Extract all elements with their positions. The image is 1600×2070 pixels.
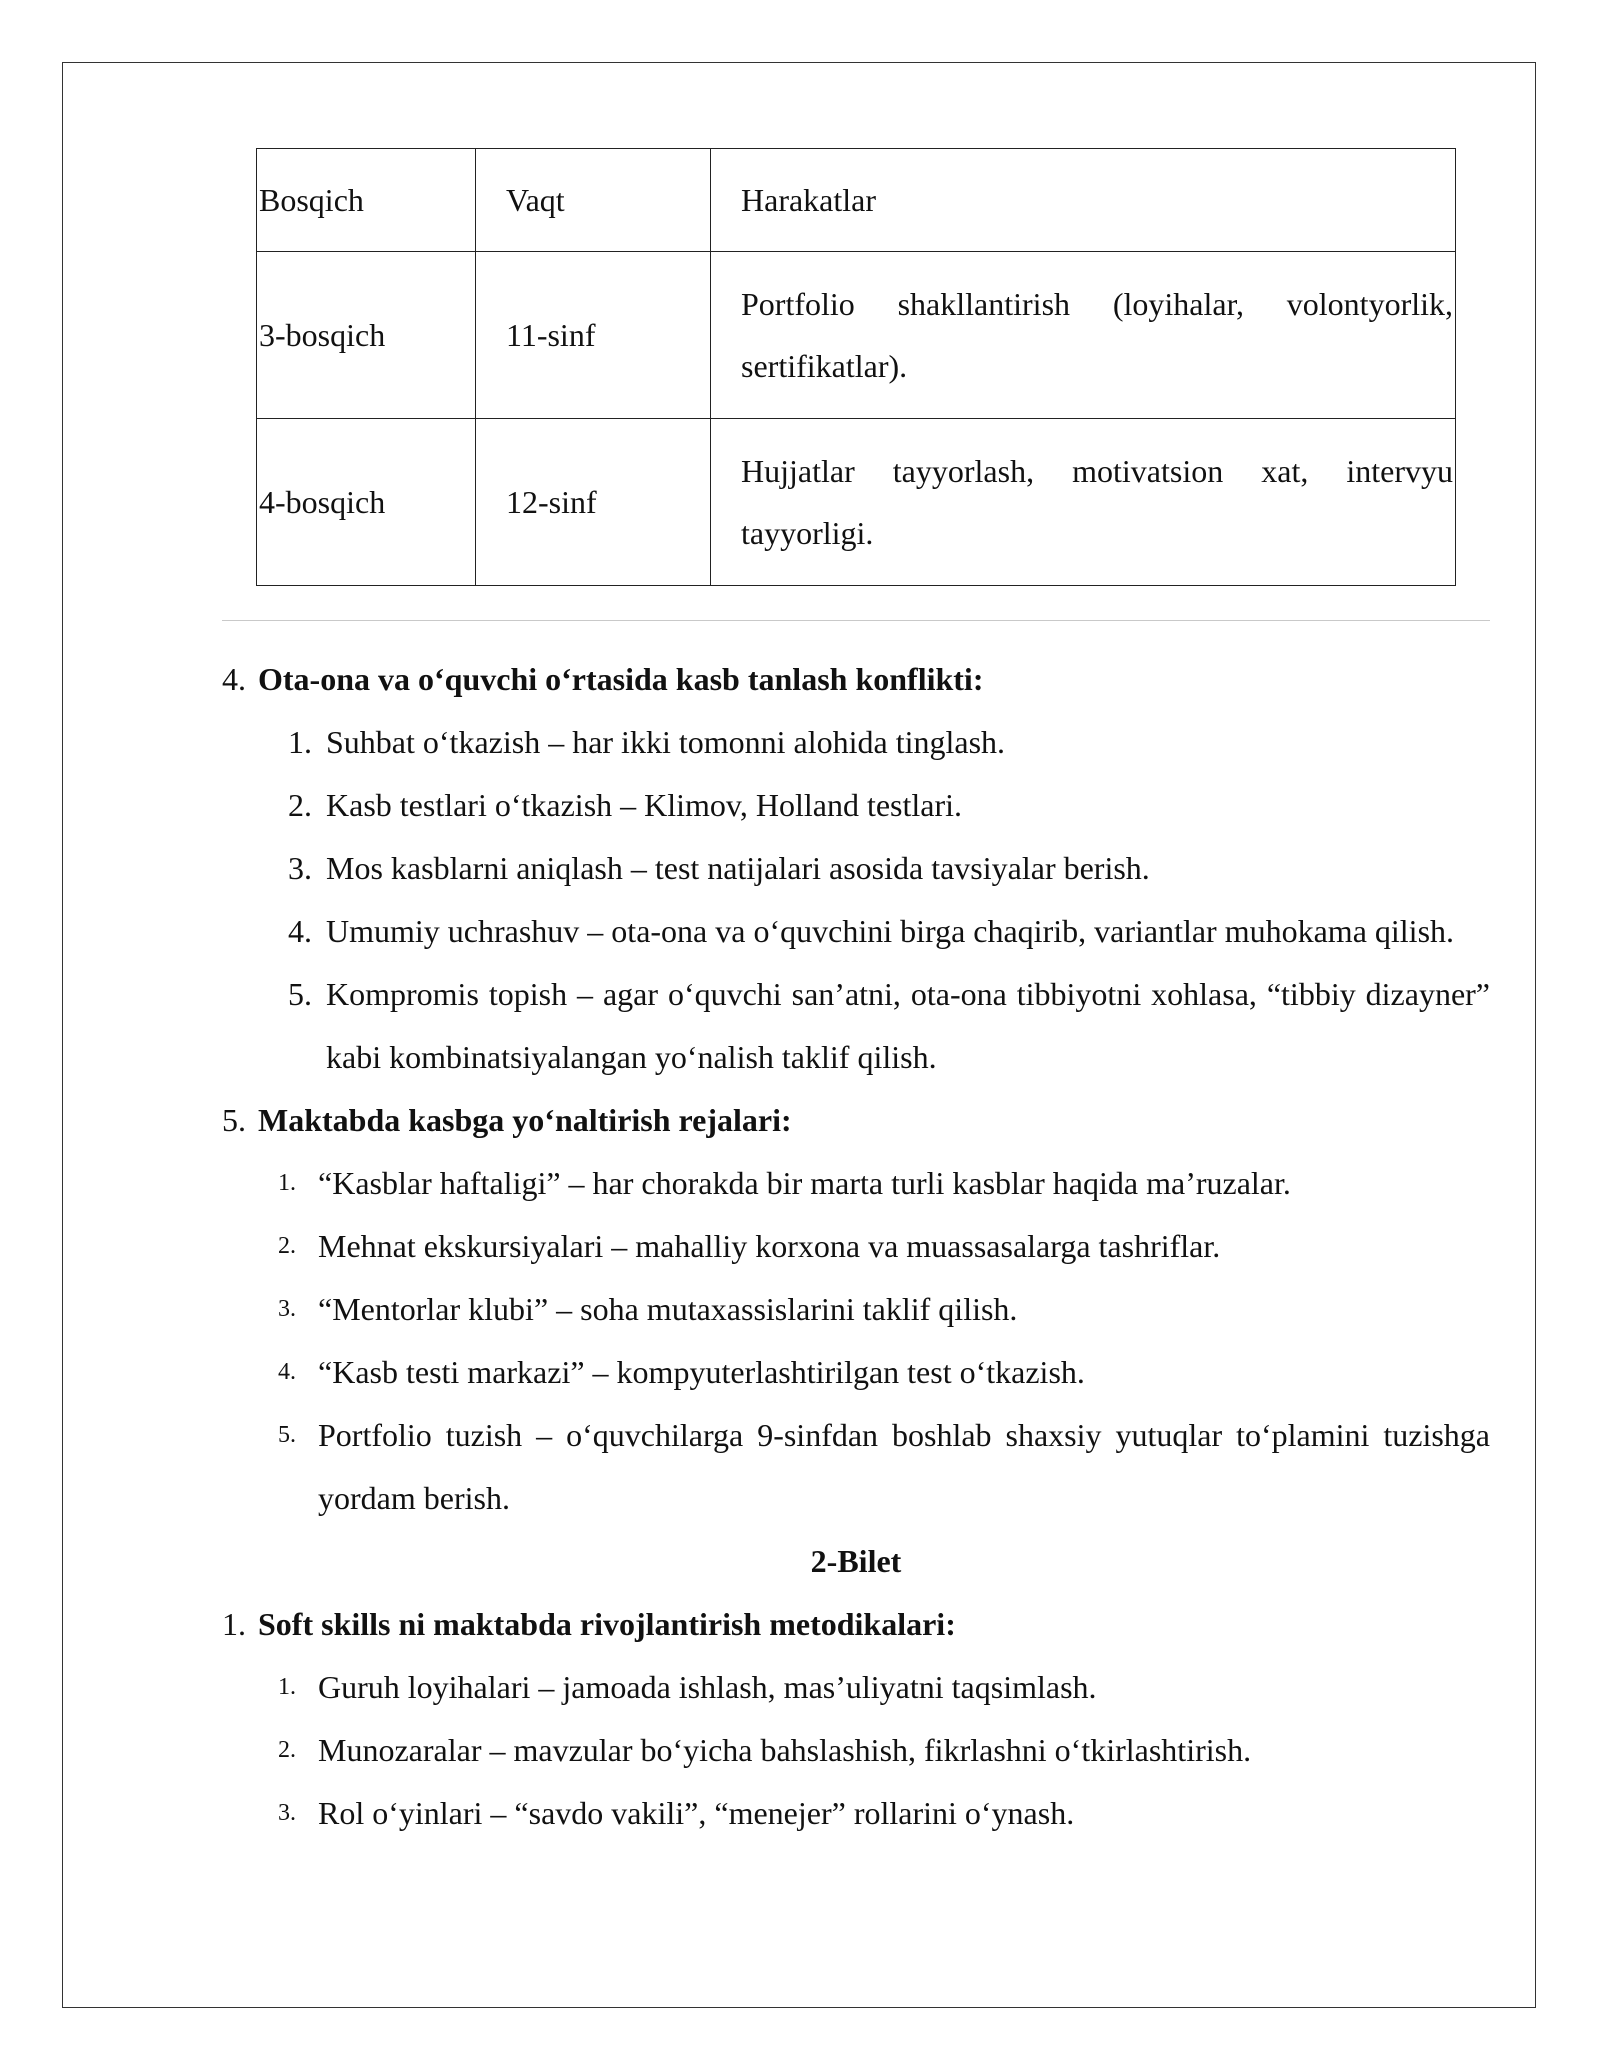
section-number: 1. (222, 1606, 246, 1642)
table-cell-actions: Portfolio shakllantirish (loyihalar, volontyorlik, sertifikatlar). (711, 252, 1456, 419)
list-number: 4. (288, 913, 312, 949)
list-item (222, 1404, 1490, 1530)
list-item (222, 1719, 1490, 1782)
list-item (222, 1278, 1490, 1341)
list-text: Mos kasblarni aniqlash – test natijalari asosida tavsiyalar berish. (326, 850, 1150, 886)
list-text: Kasb testlari o‘tkazish – Klimov, Holland testlari. (326, 787, 963, 823)
list-number: 2. (278, 1737, 296, 1763)
list-text: Guruh loyihalari – jamoada ishlash, mas’uliyatni taqsimlash. (318, 1669, 1097, 1705)
list-number: 2. (278, 1233, 296, 1259)
table-header-row (257, 149, 1456, 252)
list-item (222, 1341, 1490, 1404)
list-item (222, 711, 1490, 774)
section-heading (222, 1593, 1490, 1656)
document-body (222, 648, 1490, 1845)
list-text: “Kasb testi markazi” – kompyuterlashtirilgan test o‘tkazish. (318, 1354, 1085, 1390)
section-heading (222, 648, 1490, 711)
list-text: Rol o‘yinlari – “savdo vakili”, “menejer” rollarini o‘ynash. (318, 1795, 1075, 1831)
ticket-title: 2-Bilet (810, 1543, 902, 1579)
list-item (222, 1215, 1490, 1278)
list-number: 5. (288, 976, 312, 1012)
table-header-time: Vaqt (476, 149, 711, 252)
list-text: “Kasblar haftaligi” – har chorakda bir marta turli kasblar haqida ma’ruzalar. (318, 1165, 1291, 1201)
list-item (222, 1782, 1490, 1845)
list-text: Munozaralar – mavzular bo‘yicha bahslashish, fikrlashni o‘tkirlashtirish. (318, 1732, 1252, 1768)
section-number: 4. (222, 661, 246, 697)
list-item (222, 774, 1490, 837)
table-row (257, 252, 1456, 419)
list-text: Kompromis topish – agar o‘quvchi san’atni, ota-ona tibbiyotni xohlasa, “tibbiy dizayner” kabi kombinatsiyalangan yo‘nalish taklif qilish. (326, 976, 1490, 1075)
list-number: 1. (288, 724, 312, 760)
list-text: Umumiy uchrashuv – ota-ona va o‘quvchini birga chaqirib, variantlar muhokama qilish. (326, 913, 1455, 949)
section-title: Soft skills ni maktabda rivojlantirish metodikalari: (258, 1606, 956, 1642)
table-cell-time: 11-sinf (476, 252, 711, 419)
list-item (222, 837, 1490, 900)
list-number: 1. (278, 1674, 296, 1700)
table-header-actions: Harakatlar (711, 149, 1456, 252)
list-number: 3. (288, 850, 312, 886)
stage-table (256, 148, 1456, 586)
list-text: Portfolio tuzish – o‘quvchilarga 9-sinfdan boshlab shaxsiy yutuqlar to‘plamini tuzishga yordam berish. (318, 1417, 1490, 1516)
list-text: “Mentorlar klubi” – soha mutaxassislarini taklif qilish. (318, 1291, 1018, 1327)
table-cell-actions: Hujjatlar tayyorlash, motivatsion xat, intervyu tayyorligi. (711, 419, 1456, 586)
list-item (222, 1656, 1490, 1719)
table-cell-time: 12-sinf (476, 419, 711, 586)
section-title: Ota-ona va o‘quvchi o‘rtasida kasb tanlash konflikti: (258, 661, 984, 697)
list-item (222, 1152, 1490, 1215)
section-number: 5. (222, 1102, 246, 1138)
section-heading (222, 1089, 1490, 1152)
list-number: 3. (278, 1800, 296, 1826)
table-cell-stage: 4-bosqich (257, 419, 476, 586)
section-title: Maktabda kasbga yo‘naltirish rejalari: (258, 1102, 792, 1138)
list-number: 4. (278, 1359, 296, 1385)
list-number: 5. (278, 1422, 296, 1448)
table-row (257, 419, 1456, 586)
list-text: Suhbat o‘tkazish – har ikki tomonni alohida tinglash. (326, 724, 1006, 760)
list-text: Mehnat ekskursiyalari – mahalliy korxona va muassasalarga tashriflar. (318, 1228, 1221, 1264)
horizontal-divider (222, 620, 1490, 621)
list-number: 2. (288, 787, 312, 823)
list-number: 1. (278, 1170, 296, 1196)
list-number: 3. (278, 1296, 296, 1322)
table-header-stage: Bosqich (257, 149, 476, 252)
list-item (222, 900, 1490, 963)
table-cell-stage: 3-bosqich (257, 252, 476, 419)
list-item (222, 963, 1490, 1089)
